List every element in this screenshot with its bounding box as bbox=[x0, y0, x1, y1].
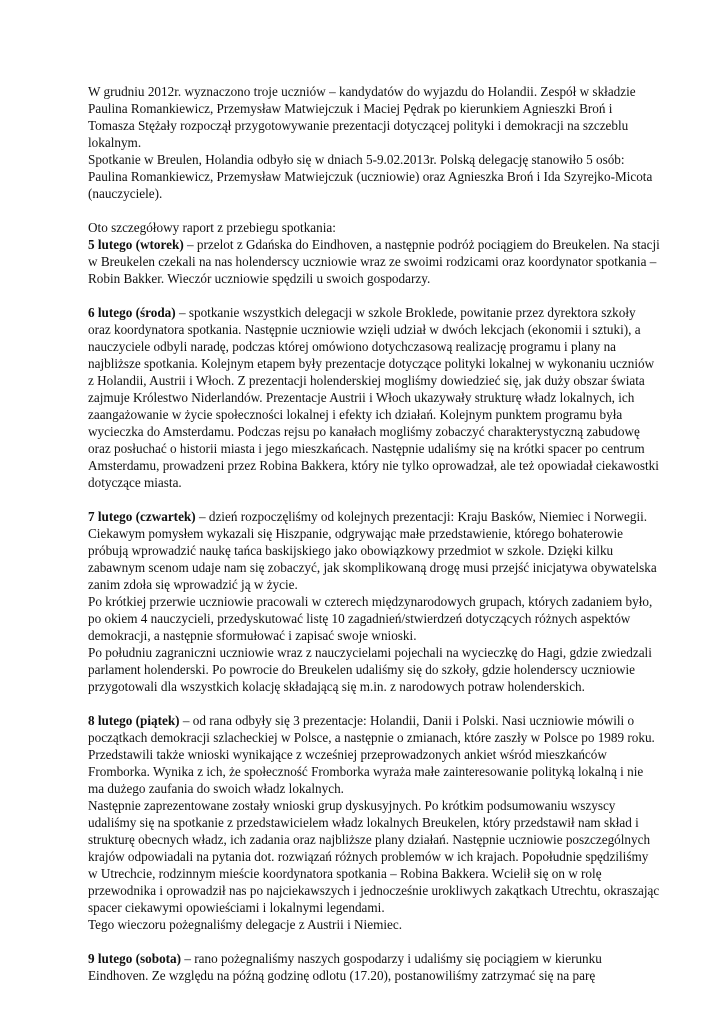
meeting-paragraph: Spotkanie w Breulen, Holandia odbyło się w dniach 5-9.02.2013r. Polską delegację stanowiło 5 osób: Paulina Romankiewicz, Przemysław Matwiejczuk (uczniowie) oraz Agnieszka Broń i Ida Szyrejko-Micota (nauczyciele). bbox=[88, 152, 653, 201]
day-8-paragraph bbox=[88, 712, 660, 797]
day-9-heading: 9 lutego (sobota) bbox=[88, 951, 182, 966]
paragraph-spacer bbox=[88, 491, 660, 508]
day-8-heading: 8 lutego (piątek) bbox=[88, 713, 180, 728]
paragraph-spacer bbox=[88, 933, 660, 950]
day-7-heading: 7 lutego (czwartek) bbox=[88, 509, 196, 524]
day-6-text: – spotkanie wszystkich delegacji w szkole Broklede, powitanie przez dyrektora szkoły oraz koordynatora spotkania. Następnie uczniowie wzięli udział w dwóch lekcjach (ekonomii i sztuki), a nauczyciele odbyli naradę, podczas której omówiono dotychczasową realizację programu i plany na najbliższe spotkania. Kolejnym etapem były prezentacje dotyczące polityki lokalnej w wykonaniu uczniów z Holandii, Austrii i Włoch. Z prezentacji holenderskiej mogliśmy dowiedzieć się, jak duży obszar świata zajmuje Królestwo Niderlandów. Prezentacje Austrii i Włoch ukazywały strukturę władz lokalnych, ich zaangażowanie w życie społeczności lokalnej i efekty ich działań. Kolejnym punktem programu była wycieczka do Amsterdamu. Podczas rejsu po kanałach mogliśmy zobaczyć charakterystyczną zabudowę oraz posłuchać o historii miasta i jego mieszkańcach. Następnie udaliśmy się na krótki spacer po centrum Amsterdamu, prowadzeni przez Robina Bakkera, który nie tylko oprowadzał, ale też opowiadał ciekawostki dotyczące miasta. bbox=[88, 305, 659, 490]
day-5-paragraph bbox=[88, 236, 660, 287]
day-7-paragraph-2: Po krótkiej przerwie uczniowie pracowali w czterech międzynarodowych grupach, których zadaniem było, po okiem 4 nauczycieli, przedyskutować listę 10 zagadnień/stwierdzeń dotyczących różnych aspektów demokracji, a następnie sformułować i zapisać swoje wnioski. bbox=[88, 594, 653, 643]
day-7-paragraph-3: Po południu zagraniczni uczniowie wraz z nauczycielami pojechali na wycieczkę do Hagi, gdzie zwiedzali parlament holenderski. Po powrocie do Breukelen udaliśmy się do szkoły, gdzie holenderscy uczniowie przygotowali dla wszystkich kolację składającą się m.in. z narodowych potraw holenderskich. bbox=[88, 645, 652, 694]
day-7-paragraph bbox=[88, 508, 660, 593]
intro-paragraph: W grudniu 2012r. wyznaczono troje uczniów – kandydatów do wyjazdu do Holandii. Zespół w składzie Paulina Romankiewicz, Przemysław Matwiejczuk i Maciej Pędrak po kierunkiem Agnieszki Broń i Tomasza Stężały rozpoczął przygotowywanie prezentacji dotyczącej polityki i demokracji na szczeblu lokalnym. bbox=[88, 84, 636, 150]
report-intro: Oto szczegółowy raport z przebiegu spotkania: bbox=[88, 220, 336, 235]
day-5-heading: 5 lutego (wtorek) bbox=[88, 237, 184, 252]
day-6-paragraph bbox=[88, 304, 660, 491]
day-9-paragraph bbox=[88, 950, 660, 984]
day-7-text: – dzień rozpoczęliśmy od kolejnych prezentacji: Kraju Basków, Niemiec i Norwegii. Ciekawym pomysłem wykazali się Hiszpanie, odgrywając małe przedstawienie, którego bohaterowie próbują wprowadzić naukę tańca baskijskiego jako obowiązkowy przedmiot w szkole. Dzięki kilku zabawnym scenom udaje nam się zobaczyć, jak skomplikowaną drogę musi przejść inicjatywa obywatelska zanim zdoła się wprowadzić ją w życie. bbox=[88, 509, 657, 592]
paragraph-spacer bbox=[88, 287, 660, 304]
document-body bbox=[88, 83, 660, 984]
paragraph-spacer bbox=[88, 695, 660, 712]
paragraph-spacer bbox=[88, 202, 660, 219]
day-8-paragraph-2: Następnie zaprezentowane zostały wnioski grup dyskusyjnych. Po krótkim podsumowaniu wszyscy udaliśmy się na spotkanie z przedstawicielem władz lokalnych Breukelen, który przedstawił nam skład i strukturę obecnych władz, ich zadania oraz najbliższe plany działań. Następnie uczniowie poszczególnych krajów odpowiadali na pytania dot. rozwiązań różnych problemów w ich krajach. Popołudnie spędziliśmy w Utrechcie, rodzinnym mieście koordynatora spotkania – Robina Bakkera. Wcielił się on w rolę przewodnika i oprowadził nas po najciekawszych i jednocześnie urokliwych zakątkach Utrechtu, okraszając spacer ciekawymi opowieściami i lokalnymi legendami. bbox=[88, 798, 660, 915]
day-8-paragraph-3: Tego wieczoru pożegnaliśmy delegacje z Austrii i Niemiec. bbox=[88, 917, 402, 932]
day-8-text: – od rana odbyły się 3 prezentacje: Holandii, Danii i Polski. Nasi uczniowie mówili o początkach demokracji szlacheckiej w Polsce, a następnie o zmianach, które zaszły w Polsce po 1989 roku. Przedstawili także wnioski wynikające z wcześniej przeprowadzonych ankiet wśród mieszkańców Fromborka. Wynika z ich, że społeczność Fromborka wyraża małe zainteresowanie polityką lokalną i nie ma dużego zaufania do swoich władz lokalnych. bbox=[88, 713, 655, 796]
day-6-heading: 6 lutego (środa) bbox=[88, 305, 176, 320]
day-5-text: – przelot z Gdańska do Eindhoven, a następnie podróż pociągiem do Breukelen. Na stacji w Breukelen czekali na nas holenderscy uczniowie wraz ze swoimi rodzicami oraz koordynator spotkania – Robin Bakker. Wieczór uczniowie spędzili u swoich gospodarzy. bbox=[88, 237, 660, 286]
day-9-text: – rano pożegnaliśmy naszych gospodarzy i udaliśmy się pociągiem w kierunku Eindhoven. Ze względu na późną godzinę odlotu (17.20), postanowiliśmy zatrzymać się na parę bbox=[88, 951, 602, 983]
